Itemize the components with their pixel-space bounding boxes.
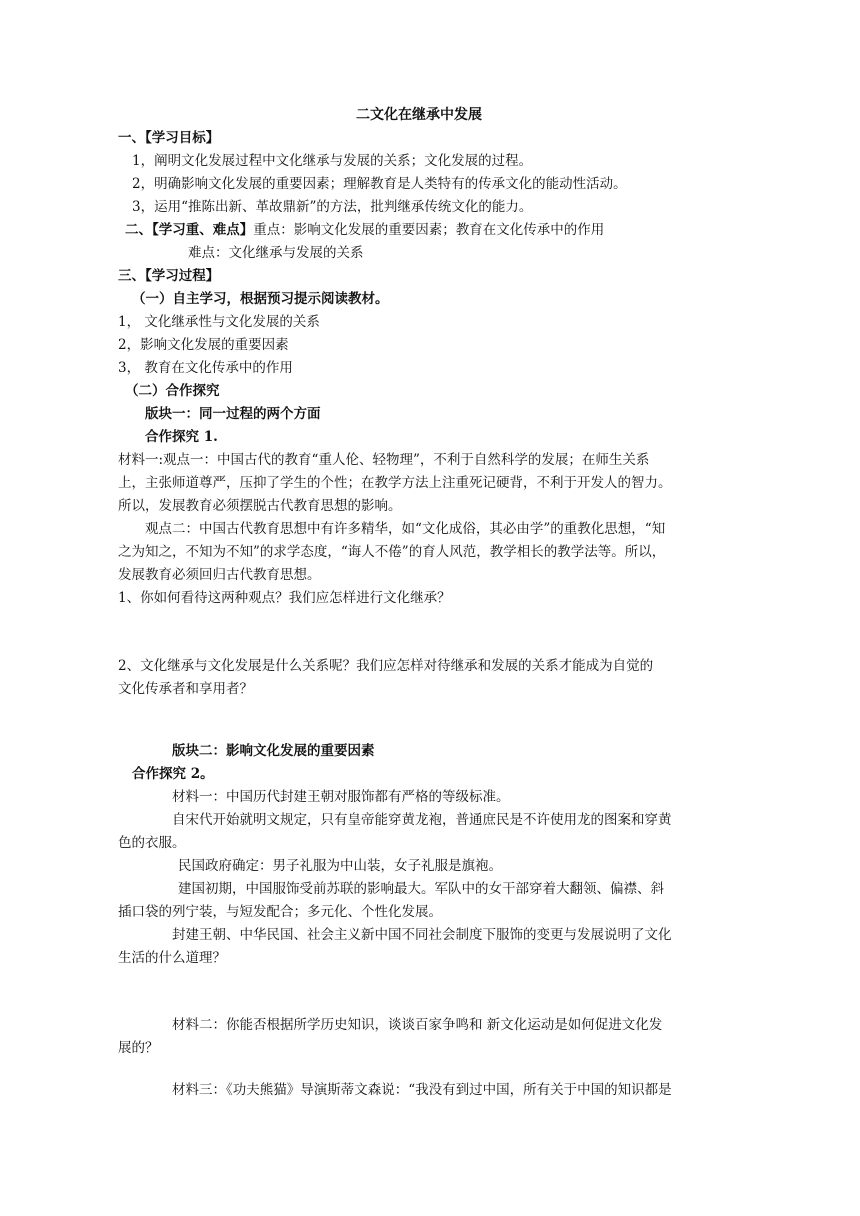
coop1-heading: 合作探究 1.: [145, 429, 218, 445]
block1-heading: 版块一：同一过程的两个方面: [145, 406, 321, 422]
m2-jianguo-line: 插口袋的列宁装，与短发配合；多元化、个性化发展。: [118, 904, 442, 920]
material1-line: 上，主张师道尊严，压抑了学生的个性；在教学方法上注重死记硬背，不利于开发人的智力。: [118, 475, 672, 491]
block2-heading: 版块二：影响文化发展的重要因素: [172, 743, 375, 759]
question-2-line: 2、文化继承与文化发展是什么关系呢？我们应怎样对待继承和发展的关系才能成为自觉的: [118, 658, 654, 674]
question-1: 1、你如何看待这两种观点？我们应怎样进行文化继承？: [118, 590, 451, 606]
m2-minguo-line: 民国政府确定：男子礼服为中山装，女子礼服是旗袍。: [178, 858, 502, 874]
m2-jianguo-line: 建国初期，中国服饰受前苏联的影响最大。军队中的女干部穿着大翻领、偏襟、斜: [178, 881, 664, 897]
coop-heading: （二）合作探究: [125, 383, 220, 399]
m2-question-line: 封建王朝、中华民国、社会主义新中国不同社会制度下服饰的变更与发展说明了文化: [172, 927, 672, 943]
m3-line: 展的？: [118, 1040, 159, 1056]
process-heading: 三、【学习过程】: [118, 268, 220, 284]
self-study-heading: （一）自主学习，根据预习提示阅读教材。: [132, 291, 389, 307]
view2-line: 之为知之，不知为不知”的求学态度，“诲人不倦”的育人风范，教学相长的教学法等。所以，: [118, 544, 666, 560]
difficulty-text: 难点：文化继承与发展的关系: [188, 245, 364, 261]
self-study-item: 1， 文化继承性与文化发展的关系: [118, 314, 320, 330]
m2-song-line: 自宋代开始就明文规定，只有皇帝能穿黄龙袍，普通庶民是不许使用龙的图案和穿黄: [172, 812, 672, 828]
goal-item: 1，阐明文化发展过程中文化继承与发展的关系；文化发展的过程。: [132, 153, 533, 169]
coop2-heading: 合作探究 2。: [132, 766, 214, 782]
view2-line: 观点二：中国古代教育思想中有许多精华，如“文化成俗，其必由学”的重教化思想，“知: [145, 521, 666, 537]
material1-line: 材料一:观点一：中国古代的教育“重人伦、轻物理”，不利于自然科学的发展；在师生关系: [118, 452, 650, 468]
m2-song-line: 色的衣服。: [118, 835, 186, 851]
question-2-line: 文化传承者和享用者？: [118, 681, 253, 697]
m2-question-line: 生活的什么道理？: [118, 950, 226, 966]
goal-item: 3，运用“推陈出新、革故鼎新”的方法，批判继承传统文化的能力。: [132, 199, 533, 215]
m4-line: 材料三：《功夫熊猫》导演斯蒂文森说：“我没有到过中国，所有关于中国的知识都是: [172, 1082, 672, 1098]
keypoints-line: [125, 219, 604, 241]
view2-line: 发展教育必须回归古代教育思想。: [118, 567, 321, 583]
self-study-item: 3， 教育在文化传承中的作用: [118, 360, 293, 376]
m2-line: 材料一：中国历代封建王朝对服饰都有严格的等级标准。: [172, 789, 510, 805]
keypoints-heading: 二、【学习重、难点】: [125, 222, 254, 238]
goal-item: 2，明确影响文化发展的重要因素；理解教育是人类特有的传承文化的能动性活动。: [132, 176, 627, 192]
keypoints-text: 重点：影响文化发展的重要因素；教育在文化传承中的作用: [253, 222, 605, 238]
material1-line: 所以，发展教育必须摆脱古代教育思想的影响。: [118, 498, 402, 514]
document-title: 二文化在继承中发展: [356, 107, 482, 123]
goals-heading: 一、【学习目标】: [118, 130, 220, 146]
self-study-item: 2，影响文化发展的重要因素: [118, 337, 289, 353]
m3-line: 材料二：你能否根据所学历史知识，谈谈百家争鸣和 新文化运动是如何促进文化发: [172, 1017, 663, 1033]
